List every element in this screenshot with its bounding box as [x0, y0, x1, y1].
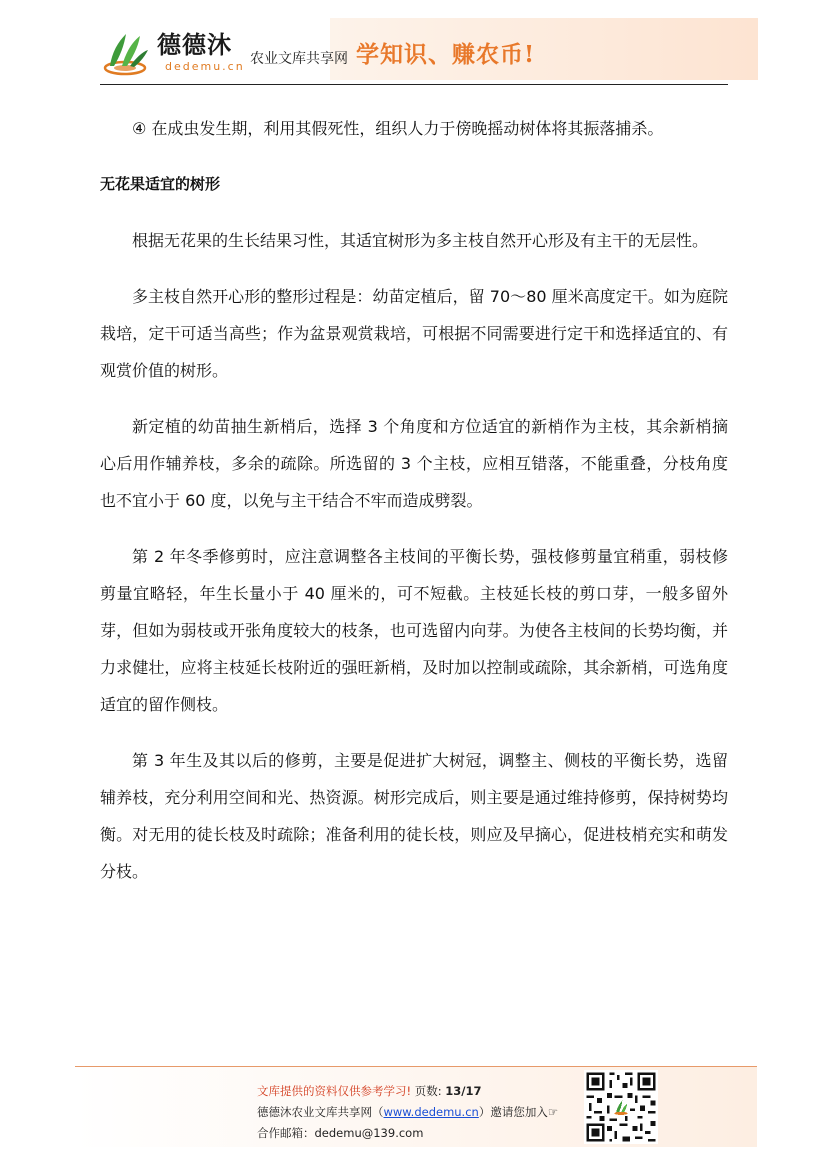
sprout-logo-icon [100, 30, 152, 76]
site-name: 农业文库共享网 [250, 51, 348, 67]
paragraph-4: 新定植的幼苗抽生新梢后，选择 3 个角度和方位适宜的新梢作为主枝，其余新梢摘心后用作辅养枝，多余的疏除。所选留的 3 个主枝，应相互错落，不能重叠，分枝角度也不宜小于 60 度，以免与主干结合不牢而造成劈裂。 [100, 417, 728, 510]
page-footer [75, 1066, 757, 1147]
footer-notice: 文库提供的资料仅供参考学习! [257, 1084, 412, 1098]
page-number: 13/17 [445, 1084, 482, 1098]
footer-line-1 [257, 1081, 558, 1102]
footer-email: 合作邮箱：dedemu@139.com [257, 1126, 424, 1140]
brand-name-en: dedemu.cn [165, 60, 245, 73]
header-divider [100, 84, 728, 85]
footer-invite-prefix: 德德沐农业文库共享网（ [257, 1105, 384, 1119]
page-header [0, 0, 827, 90]
qr-code-icon [584, 1070, 658, 1144]
footer-invite-suffix: ）邀请您加入☞ [478, 1105, 559, 1119]
paragraph-3: 多主枝自然开心形的整形过程是：幼苗定植后，留 70～80 厘米高度定干。如为庭院栽培，定干可适当高些；作为盆景观赏栽培，可根据不同需要进行定干和选择适宜的、有观赏价值的树形。 [100, 287, 728, 380]
footer-line-2 [257, 1102, 558, 1123]
brand-name-cn: 德德沐 [157, 30, 232, 59]
section-heading: 无花果适宜的树形 [100, 175, 221, 193]
document-body [100, 110, 728, 909]
slogan: 学知识、赚农币! [356, 41, 536, 68]
brand [157, 32, 245, 73]
paragraph-1: ④ 在成虫发生期，利用其假死性，组织人力于傍晚摇动树体将其振落捕杀。 [132, 119, 664, 138]
site-link[interactable]: www.dedemu.cn [383, 1105, 479, 1119]
page-label: 页数: [414, 1084, 442, 1098]
paragraph-6: 第 3 年生及其以后的修剪，主要是促进扩大树冠，调整主、侧枝的平衡长势，选留辅养枝，充分利用空间和光、热资源。树形完成后，则主要是通过维持修剪，保持树势均衡。对无用的徒长枝及时疏除；准备利用的徒长枝，则应及早摘心，促进枝梢充实和萌发分枝。 [100, 751, 728, 881]
paragraph-2: 根据无花果的生长结果习性，其适宜树形为多主枝自然开心形及有主干的无层性。 [132, 231, 709, 250]
paragraph-5: 第 2 年冬季修剪时，应注意调整各主枝间的平衡长势，强枝修剪量宜稍重，弱枝修剪量宜略轻，年生长量小于 40 厘米的，可不短截。主枝延长枝的剪口芽，一般多留外芽，但如为弱枝或开张角度较大的枝条，也可选留内向芽。为使各主枝间的长势均衡，并力求健壮，应将主枝延长枝附近的强旺新梢，及时加以控制或疏除，其余新梢，可选角度适宜的留作侧枝。 [100, 547, 728, 714]
footer-text [257, 1081, 558, 1144]
